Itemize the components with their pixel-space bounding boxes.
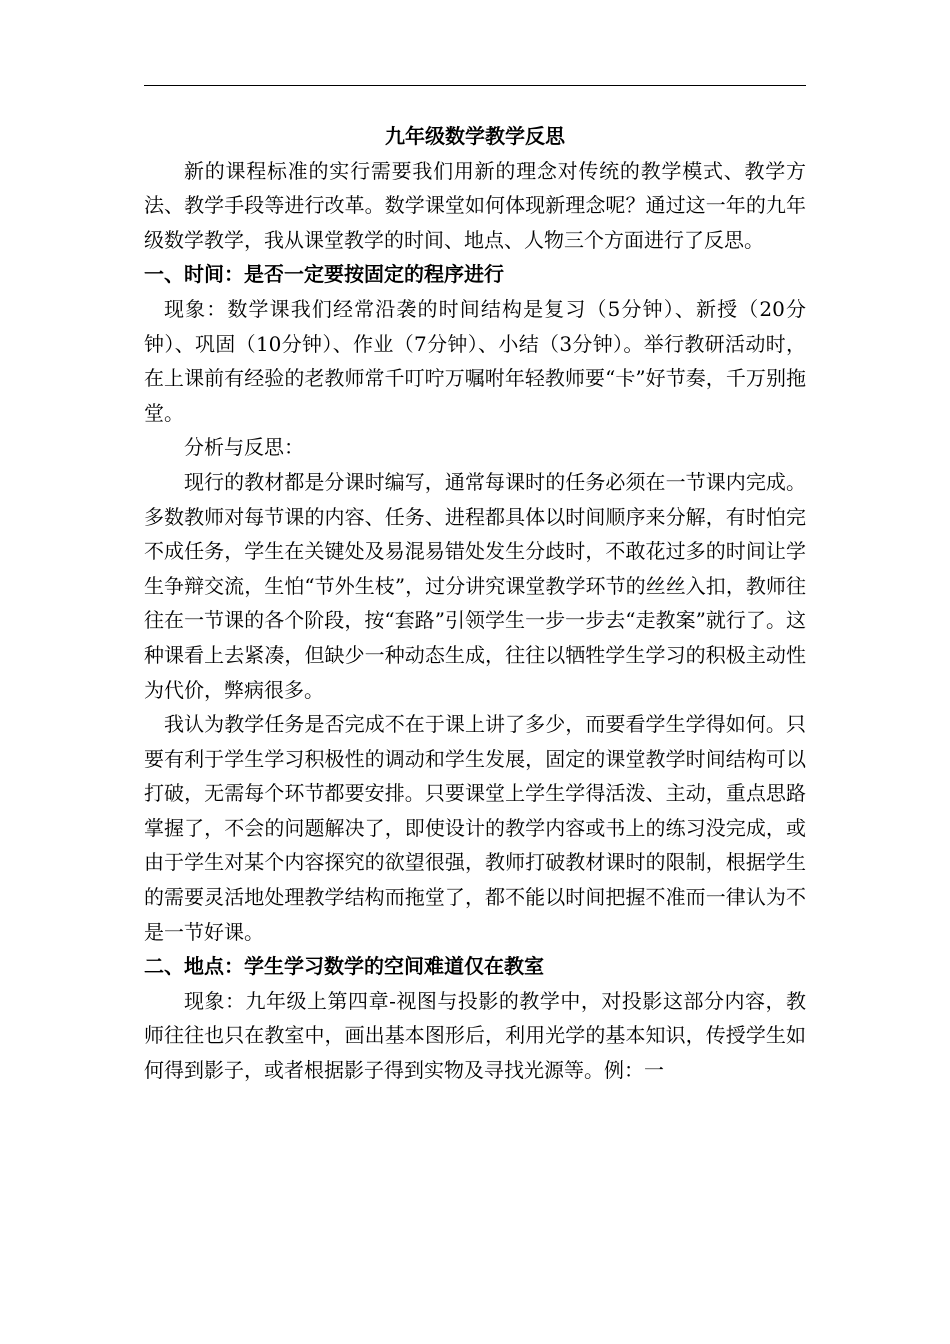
section-2-phenomenon: 现象：九年级上第四章-视图与投影的教学中，对投影这部分内容，教师往往也只在教室中，画出基本图形后，利用光学的基本知识，传授学生如何得到影子，或者根据影子得到实物及寻找光源等。例：一 bbox=[144, 988, 806, 1083]
section-2-heading: 二、地点：学生学习数学的空间难道仅在教室 bbox=[144, 954, 544, 979]
section-1-heading: 一、时间：是否一定要按固定的程序进行 bbox=[144, 262, 504, 287]
section-1-analysis-paragraph-2: 我认为教学任务是否完成不在于课上讲了多少，而要看学生学得如何。只要有利于学生学习积极性的调动和学生发展，固定的课堂教学时间结构可以打破，无需每个环节都要安排。只要课堂上学生学得活泼、主动，重点思路掌握了，不会的问题解决了，即使设计的教学内容或书上的练习没完成，或由于学生对某个内容探究的欲望很强，教师打破教材课时的限制，根据学生的需要灵活地处理教学结构而拖堂了，都不能以时间把握不准而一律认为不是一节好课。 bbox=[144, 712, 806, 944]
section-1-analysis-paragraph-1: 现行的教材都是分课时编写，通常每课时的任务必须在一节课内完成。多数教师对每节课的内容、任务、进程都具体以时间顺序来分解，有时怕完不成任务，学生在关键处及易混易错处发生分歧时，不敢花过多的时间让学生争辩交流，生怕“节外生枝”，过分讲究课堂教学环节的丝丝入扣，教师往往在一节课的各个阶段，按“套路”引领学生一步一步去“走教案”就行了。这种课看上去紧凑，但缺少一种动态生成，往往以牺牲学生学习的积极主动性为代价，弊病很多。 bbox=[144, 469, 806, 702]
document-body bbox=[144, 119, 806, 1088]
section-1-phenomenon: 现象：数学课我们经常沿袭的时间结构是复习（5分钟）、新授（20分钟）、巩固（10分钟）、作业（7分钟）、小结（3分钟）。举行教研活动时，在上课前有经验的老教师常千叮咛万嘱咐年轻教师要“卡”好节奏，千万别拖堂。 bbox=[144, 296, 806, 425]
header-rule bbox=[144, 85, 806, 86]
document-title: 九年级数学教学反思 bbox=[385, 124, 565, 148]
section-1-analysis-label: 分析与反思： bbox=[184, 435, 304, 460]
intro-paragraph: 新的课程标准的实行需要我们用新的理念对传统的教学模式、教学方法、教学手段等进行改革。数学课堂如何体现新理念呢？通过这一年的九年级数学教学，我从课堂教学的时间、地点、人物三个方面进行了反思。 bbox=[144, 158, 806, 252]
